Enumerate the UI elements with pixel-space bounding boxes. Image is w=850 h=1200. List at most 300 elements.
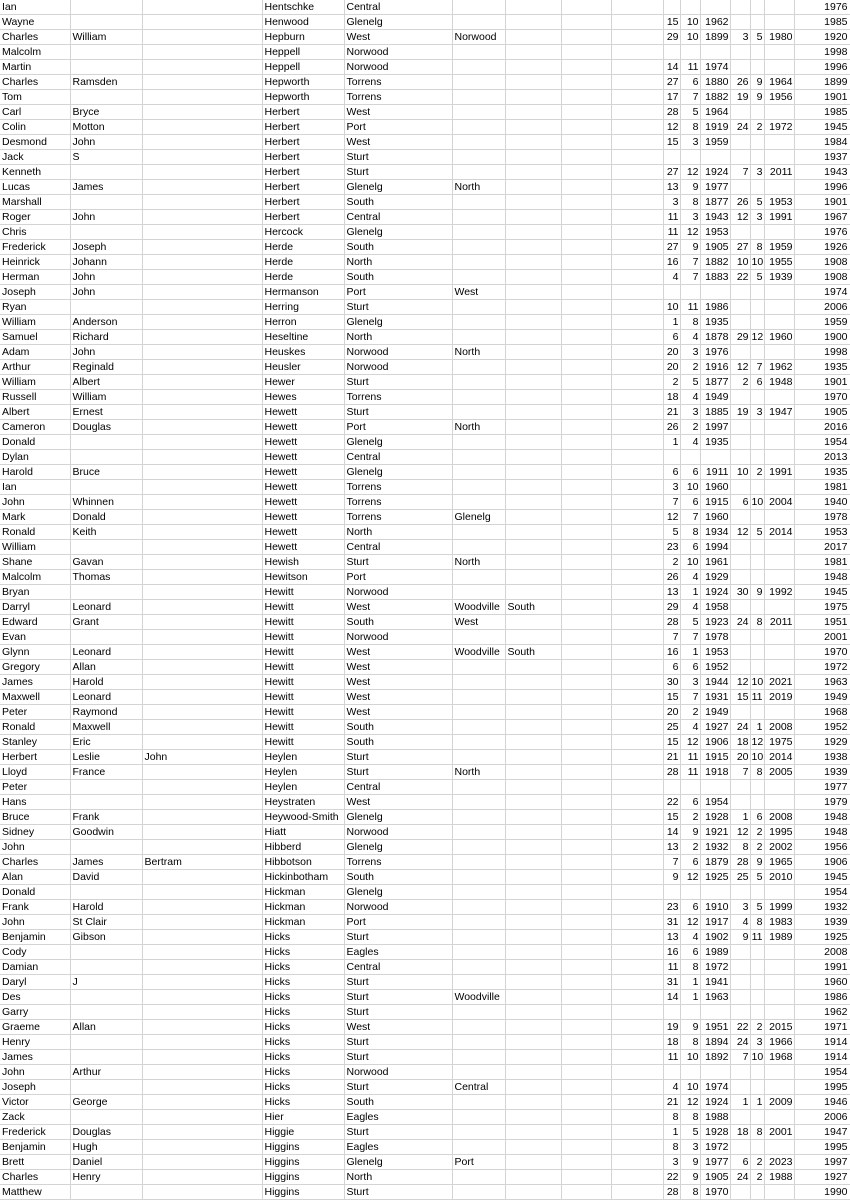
second-name-cell[interactable]: Douglas xyxy=(70,1125,142,1140)
death-year-cell[interactable] xyxy=(764,960,794,975)
extra-cell[interactable] xyxy=(561,1035,611,1050)
death-day-cell[interactable]: 12 xyxy=(730,525,750,540)
surname-cell[interactable]: Herron xyxy=(262,315,344,330)
extra-cell[interactable] xyxy=(561,45,611,60)
death-day-cell[interactable] xyxy=(730,885,750,900)
birth-day-cell[interactable]: 6 xyxy=(663,330,680,345)
birth-year-cell[interactable]: 1894 xyxy=(700,1035,730,1050)
death-day-cell[interactable]: 24 xyxy=(730,120,750,135)
second-name-cell[interactable] xyxy=(70,945,142,960)
birth-year-cell[interactable]: 1952 xyxy=(700,660,730,675)
spacer-cell[interactable] xyxy=(611,690,663,705)
first-name-cell[interactable]: Brett xyxy=(0,1155,70,1170)
death-year-cell[interactable]: 1992 xyxy=(764,585,794,600)
birth-day-cell[interactable]: 26 xyxy=(663,420,680,435)
birth-year-cell[interactable]: 1905 xyxy=(700,1170,730,1185)
second-name-cell[interactable]: Johann xyxy=(70,255,142,270)
third-name-cell[interactable] xyxy=(142,60,262,75)
second-name-cell[interactable]: Donald xyxy=(70,510,142,525)
second-name-cell[interactable]: Richard xyxy=(70,330,142,345)
third-name-cell[interactable] xyxy=(142,435,262,450)
birth-year-cell[interactable]: 1963 xyxy=(700,990,730,1005)
club-3-cell[interactable] xyxy=(505,915,561,930)
death-year-cell[interactable]: 1980 xyxy=(764,30,794,45)
birth-day-cell[interactable]: 14 xyxy=(663,60,680,75)
extra-cell[interactable] xyxy=(561,1125,611,1140)
club-2-cell[interactable] xyxy=(452,480,505,495)
club-1-cell[interactable]: Norwood xyxy=(344,825,452,840)
death-month-cell[interactable] xyxy=(750,990,764,1005)
club-1-cell[interactable]: West xyxy=(344,645,452,660)
birth-year-cell[interactable]: 1988 xyxy=(700,1110,730,1125)
birth-year-cell[interactable]: 1962 xyxy=(700,15,730,30)
debut-year-cell[interactable]: 1925 xyxy=(794,930,850,945)
surname-cell[interactable]: Heuskes xyxy=(262,345,344,360)
death-month-cell[interactable]: 11 xyxy=(751,931,763,943)
death-year-cell[interactable] xyxy=(764,105,794,120)
birth-year-cell[interactable] xyxy=(700,150,730,165)
surname-cell[interactable]: Herbert xyxy=(262,150,344,165)
club-1-cell[interactable]: Norwood xyxy=(344,60,452,75)
third-name-cell[interactable] xyxy=(142,1005,262,1020)
surname-cell[interactable]: Hewer xyxy=(262,375,344,390)
death-month-cell[interactable] xyxy=(750,180,764,195)
surname-cell[interactable]: Hewett xyxy=(262,420,344,435)
debut-year-cell[interactable]: 1940 xyxy=(794,495,850,510)
death-year-cell[interactable]: 2011 xyxy=(764,165,794,180)
first-name-cell[interactable]: Heinrick xyxy=(0,255,70,270)
birth-year-cell[interactable]: 1910 xyxy=(700,900,730,915)
death-day-cell[interactable] xyxy=(730,1110,750,1125)
surname-cell[interactable]: Heylen xyxy=(262,780,344,795)
death-month-cell[interactable] xyxy=(750,780,764,795)
first-name-cell[interactable]: Donald xyxy=(0,435,70,450)
debut-year-cell[interactable]: 1996 xyxy=(794,60,850,75)
spacer-cell[interactable] xyxy=(611,1110,663,1125)
death-year-cell[interactable]: 1972 xyxy=(764,120,794,135)
death-day-cell[interactable] xyxy=(730,660,750,675)
club-2-cell[interactable] xyxy=(452,1095,505,1110)
first-name-cell[interactable]: Kenneth xyxy=(0,165,70,180)
spacer-cell[interactable] xyxy=(611,195,663,210)
death-year-cell[interactable] xyxy=(764,945,794,960)
club-3-cell[interactable] xyxy=(505,360,561,375)
birth-year-cell[interactable]: 1972 xyxy=(700,960,730,975)
birth-month-cell[interactable]: 6 xyxy=(680,660,700,675)
club-3-cell[interactable] xyxy=(505,15,561,30)
extra-cell[interactable] xyxy=(561,330,611,345)
club-3-cell[interactable] xyxy=(505,300,561,315)
club-1-cell[interactable]: Norwood xyxy=(344,585,452,600)
third-name-cell[interactable] xyxy=(142,285,262,300)
death-day-cell[interactable] xyxy=(730,45,750,60)
spacer-cell[interactable] xyxy=(611,1050,663,1065)
extra-cell[interactable] xyxy=(561,795,611,810)
debut-year-cell[interactable]: 2008 xyxy=(794,945,850,960)
birth-month-cell[interactable]: 10 xyxy=(680,1050,700,1065)
spacer-cell[interactable] xyxy=(611,1035,663,1050)
first-name-cell[interactable]: Frank xyxy=(0,900,70,915)
club-1-cell[interactable]: West xyxy=(344,30,452,45)
surname-cell[interactable]: Hewitt xyxy=(262,735,344,750)
first-name-cell[interactable]: Marshall xyxy=(0,195,70,210)
birth-month-cell[interactable]: 8 xyxy=(680,1185,700,1200)
club-1-cell[interactable]: Sturt xyxy=(344,930,452,945)
club-3-cell[interactable] xyxy=(505,525,561,540)
extra-cell[interactable] xyxy=(561,420,611,435)
death-year-cell[interactable] xyxy=(764,1185,794,1200)
spacer-cell[interactable] xyxy=(611,660,663,675)
third-name-cell[interactable] xyxy=(142,105,262,120)
third-name-cell[interactable] xyxy=(142,720,262,735)
second-name-cell[interactable]: Henry xyxy=(70,1170,142,1185)
second-name-cell[interactable]: Bruce xyxy=(70,465,142,480)
death-month-cell[interactable]: 10 xyxy=(751,751,764,763)
death-year-cell[interactable] xyxy=(764,795,794,810)
club-1-cell[interactable]: South xyxy=(344,270,452,285)
spacer-cell[interactable] xyxy=(611,450,663,465)
debut-year-cell[interactable]: 1948 xyxy=(794,810,850,825)
death-month-cell[interactable] xyxy=(750,45,764,60)
club-1-cell[interactable]: West xyxy=(344,600,452,615)
club-3-cell[interactable] xyxy=(505,1080,561,1095)
death-year-cell[interactable]: 2008 xyxy=(764,810,794,825)
death-month-cell[interactable]: 5 xyxy=(750,270,764,285)
extra-cell[interactable] xyxy=(561,540,611,555)
birth-year-cell[interactable] xyxy=(700,0,730,15)
club-3-cell[interactable] xyxy=(505,630,561,645)
club-3-cell[interactable] xyxy=(505,225,561,240)
club-2-cell[interactable] xyxy=(452,150,505,165)
death-day-cell[interactable]: 18 xyxy=(730,735,750,750)
club-3-cell[interactable] xyxy=(505,840,561,855)
extra-cell[interactable] xyxy=(561,735,611,750)
death-year-cell[interactable]: 1955 xyxy=(764,255,794,270)
birth-month-cell[interactable]: 9 xyxy=(680,825,700,840)
club-2-cell[interactable]: North xyxy=(452,765,505,780)
spacer-cell[interactable] xyxy=(611,840,663,855)
death-month-cell[interactable]: 10 xyxy=(751,1051,764,1063)
spacer-cell[interactable] xyxy=(611,765,663,780)
birth-year-cell[interactable]: 1961 xyxy=(700,555,730,570)
death-day-cell[interactable]: 30 xyxy=(730,585,750,600)
birth-year-cell[interactable]: 1970 xyxy=(700,1185,730,1200)
extra-cell[interactable] xyxy=(561,630,611,645)
extra-cell[interactable] xyxy=(561,90,611,105)
spacer-cell[interactable] xyxy=(611,285,663,300)
club-3-cell[interactable] xyxy=(505,960,561,975)
first-name-cell[interactable]: Cody xyxy=(0,945,70,960)
birth-year-cell[interactable]: 1878 xyxy=(700,330,730,345)
spacer-cell[interactable] xyxy=(611,90,663,105)
third-name-cell[interactable] xyxy=(142,915,262,930)
spacer-cell[interactable] xyxy=(611,930,663,945)
birth-month-cell[interactable]: 6 xyxy=(680,540,700,555)
second-name-cell[interactable] xyxy=(70,1035,142,1050)
birth-month-cell[interactable]: 12 xyxy=(680,870,700,885)
club-1-cell[interactable]: Norwood xyxy=(344,900,452,915)
second-name-cell[interactable]: St Clair xyxy=(70,915,142,930)
death-day-cell[interactable]: 24 xyxy=(730,720,750,735)
death-day-cell[interactable]: 27 xyxy=(730,240,750,255)
second-name-cell[interactable] xyxy=(70,840,142,855)
birth-month-cell[interactable]: 3 xyxy=(680,135,700,150)
extra-cell[interactable] xyxy=(561,1185,611,1200)
surname-cell[interactable]: Higgie xyxy=(262,1125,344,1140)
debut-year-cell[interactable]: 1954 xyxy=(794,1065,850,1080)
extra-cell[interactable] xyxy=(561,810,611,825)
third-name-cell[interactable] xyxy=(142,690,262,705)
death-year-cell[interactable]: 1959 xyxy=(764,240,794,255)
death-year-cell[interactable] xyxy=(764,390,794,405)
club-2-cell[interactable] xyxy=(452,1170,505,1185)
first-name-cell[interactable]: Sidney xyxy=(0,825,70,840)
death-day-cell[interactable]: 10 xyxy=(730,465,750,480)
debut-year-cell[interactable]: 1981 xyxy=(794,555,850,570)
third-name-cell[interactable] xyxy=(142,90,262,105)
club-1-cell[interactable]: Sturt xyxy=(344,1125,452,1140)
debut-year-cell[interactable]: 1914 xyxy=(794,1050,850,1065)
death-month-cell[interactable] xyxy=(750,1185,764,1200)
birth-day-cell[interactable]: 8 xyxy=(663,1110,680,1125)
club-3-cell[interactable] xyxy=(505,420,561,435)
club-1-cell[interactable]: Norwood xyxy=(344,630,452,645)
third-name-cell[interactable] xyxy=(142,780,262,795)
birth-day-cell[interactable]: 1 xyxy=(663,315,680,330)
birth-year-cell[interactable] xyxy=(700,45,730,60)
first-name-cell[interactable]: Matthew xyxy=(0,1185,70,1200)
death-year-cell[interactable] xyxy=(764,1065,794,1080)
surname-cell[interactable]: Heseltine xyxy=(262,330,344,345)
surname-cell[interactable]: Herde xyxy=(262,240,344,255)
spacer-cell[interactable] xyxy=(611,255,663,270)
birth-month-cell[interactable]: 11 xyxy=(680,765,700,780)
third-name-cell[interactable] xyxy=(142,1110,262,1125)
debut-year-cell[interactable]: 1971 xyxy=(794,1020,850,1035)
first-name-cell[interactable]: Donald xyxy=(0,885,70,900)
birth-month-cell[interactable]: 10 xyxy=(680,15,700,30)
club-3-cell[interactable] xyxy=(505,315,561,330)
debut-year-cell[interactable]: 1932 xyxy=(794,900,850,915)
club-2-cell[interactable] xyxy=(452,1065,505,1080)
debut-year-cell[interactable]: 1945 xyxy=(794,585,850,600)
club-1-cell[interactable]: Sturt xyxy=(344,765,452,780)
debut-year-cell[interactable]: 1920 xyxy=(794,30,850,45)
spacer-cell[interactable] xyxy=(611,240,663,255)
birth-day-cell[interactable]: 2 xyxy=(663,375,680,390)
debut-year-cell[interactable]: 2017 xyxy=(794,540,850,555)
club-2-cell[interactable] xyxy=(452,15,505,30)
club-2-cell[interactable] xyxy=(452,900,505,915)
death-day-cell[interactable] xyxy=(730,630,750,645)
spacer-cell[interactable] xyxy=(611,795,663,810)
second-name-cell[interactable]: Anderson xyxy=(70,315,142,330)
death-day-cell[interactable]: 26 xyxy=(730,75,750,90)
second-name-cell[interactable]: James xyxy=(70,180,142,195)
surname-cell[interactable]: Heppell xyxy=(262,45,344,60)
birth-year-cell[interactable]: 1943 xyxy=(700,210,730,225)
birth-month-cell[interactable]: 5 xyxy=(680,615,700,630)
third-name-cell[interactable] xyxy=(142,960,262,975)
birth-day-cell[interactable]: 8 xyxy=(663,1140,680,1155)
birth-month-cell[interactable]: 8 xyxy=(680,1035,700,1050)
birth-month-cell[interactable]: 8 xyxy=(680,120,700,135)
club-1-cell[interactable]: Sturt xyxy=(344,555,452,570)
extra-cell[interactable] xyxy=(561,1005,611,1020)
second-name-cell[interactable] xyxy=(70,795,142,810)
club-1-cell[interactable]: Glenelg xyxy=(344,435,452,450)
death-day-cell[interactable]: 20 xyxy=(730,750,750,765)
birth-month-cell[interactable]: 12 xyxy=(680,165,700,180)
surname-cell[interactable]: Hicks xyxy=(262,975,344,990)
death-year-cell[interactable] xyxy=(764,180,794,195)
third-name-cell[interactable] xyxy=(142,480,262,495)
debut-year-cell[interactable]: 1937 xyxy=(794,150,850,165)
death-year-cell[interactable] xyxy=(764,480,794,495)
first-name-cell[interactable]: William xyxy=(0,315,70,330)
extra-cell[interactable] xyxy=(561,615,611,630)
extra-cell[interactable] xyxy=(561,450,611,465)
second-name-cell[interactable] xyxy=(70,435,142,450)
extra-cell[interactable] xyxy=(561,105,611,120)
birth-day-cell[interactable]: 7 xyxy=(663,630,680,645)
birth-month-cell[interactable]: 3 xyxy=(680,1140,700,1155)
extra-cell[interactable] xyxy=(561,525,611,540)
birth-year-cell[interactable]: 1934 xyxy=(700,525,730,540)
extra-cell[interactable] xyxy=(561,705,611,720)
death-year-cell[interactable]: 1983 xyxy=(764,915,794,930)
club-1-cell[interactable]: North xyxy=(344,255,452,270)
club-1-cell[interactable]: Glenelg xyxy=(344,1155,452,1170)
second-name-cell[interactable] xyxy=(70,450,142,465)
first-name-cell[interactable]: John xyxy=(0,915,70,930)
death-month-cell[interactable] xyxy=(750,1005,764,1020)
first-name-cell[interactable]: John xyxy=(0,495,70,510)
death-month-cell[interactable]: 6 xyxy=(750,810,764,825)
club-3-cell[interactable] xyxy=(505,1050,561,1065)
birth-month-cell[interactable]: 6 xyxy=(680,900,700,915)
birth-month-cell[interactable]: 3 xyxy=(680,405,700,420)
death-month-cell[interactable]: 5 xyxy=(750,900,764,915)
birth-month-cell[interactable]: 6 xyxy=(680,75,700,90)
death-month-cell[interactable] xyxy=(750,555,764,570)
birth-month-cell[interactable]: 1 xyxy=(680,975,700,990)
birth-year-cell[interactable]: 1916 xyxy=(700,360,730,375)
death-year-cell[interactable]: 1964 xyxy=(764,75,794,90)
club-2-cell[interactable] xyxy=(452,855,505,870)
birth-day-cell[interactable] xyxy=(663,780,680,795)
birth-year-cell[interactable]: 1949 xyxy=(700,705,730,720)
club-2-cell[interactable] xyxy=(452,675,505,690)
death-month-cell[interactable] xyxy=(750,630,764,645)
first-name-cell[interactable]: Joseph xyxy=(0,1080,70,1095)
death-day-cell[interactable] xyxy=(730,0,750,15)
spacer-cell[interactable] xyxy=(611,540,663,555)
club-2-cell[interactable] xyxy=(452,105,505,120)
debut-year-cell[interactable]: 1996 xyxy=(794,180,850,195)
third-name-cell[interactable] xyxy=(142,825,262,840)
first-name-cell[interactable]: Russell xyxy=(0,390,70,405)
death-year-cell[interactable]: 1962 xyxy=(764,360,794,375)
spacer-cell[interactable] xyxy=(611,105,663,120)
debut-year-cell[interactable]: 1929 xyxy=(794,735,850,750)
first-name-cell[interactable]: Mark xyxy=(0,510,70,525)
first-name-cell[interactable]: Albert xyxy=(0,405,70,420)
spacer-cell[interactable] xyxy=(611,780,663,795)
debut-year-cell[interactable]: 1926 xyxy=(794,240,850,255)
second-name-cell[interactable]: Leslie xyxy=(70,750,142,765)
birth-year-cell[interactable]: 1978 xyxy=(700,630,730,645)
third-name-cell[interactable] xyxy=(142,900,262,915)
birth-year-cell[interactable]: 1935 xyxy=(700,435,730,450)
death-year-cell[interactable] xyxy=(764,555,794,570)
club-2-cell[interactable] xyxy=(452,225,505,240)
surname-cell[interactable]: Heystraten xyxy=(262,795,344,810)
death-day-cell[interactable]: 9 xyxy=(730,930,750,945)
birth-month-cell[interactable]: 12 xyxy=(680,225,700,240)
death-month-cell[interactable]: 10 xyxy=(751,676,764,688)
first-name-cell[interactable]: John xyxy=(0,840,70,855)
club-2-cell[interactable] xyxy=(452,390,505,405)
birth-day-cell[interactable]: 12 xyxy=(663,510,680,525)
club-3-cell[interactable] xyxy=(505,765,561,780)
death-day-cell[interactable] xyxy=(730,555,750,570)
birth-year-cell[interactable]: 1892 xyxy=(700,1050,730,1065)
club-2-cell[interactable] xyxy=(452,1185,505,1200)
debut-year-cell[interactable]: 1908 xyxy=(794,255,850,270)
first-name-cell[interactable]: Ronald xyxy=(0,720,70,735)
birth-year-cell[interactable]: 1924 xyxy=(700,165,730,180)
club-1-cell[interactable]: West xyxy=(344,705,452,720)
third-name-cell[interactable] xyxy=(142,405,262,420)
birth-year-cell[interactable]: 1919 xyxy=(700,120,730,135)
spacer-cell[interactable] xyxy=(611,630,663,645)
debut-year-cell[interactable]: 1947 xyxy=(794,1125,850,1140)
birth-month-cell[interactable] xyxy=(680,450,700,465)
first-name-cell[interactable]: Charles xyxy=(0,855,70,870)
surname-cell[interactable]: Hercock xyxy=(262,225,344,240)
birth-year-cell[interactable]: 1877 xyxy=(700,375,730,390)
birth-day-cell[interactable] xyxy=(663,150,680,165)
surname-cell[interactable]: Hermanson xyxy=(262,285,344,300)
first-name-cell[interactable]: Garry xyxy=(0,1005,70,1020)
second-name-cell[interactable] xyxy=(70,630,142,645)
second-name-cell[interactable]: John xyxy=(70,285,142,300)
second-name-cell[interactable] xyxy=(70,15,142,30)
spacer-cell[interactable] xyxy=(611,270,663,285)
surname-cell[interactable]: Hicks xyxy=(262,1005,344,1020)
club-1-cell[interactable]: Glenelg xyxy=(344,315,452,330)
club-2-cell[interactable] xyxy=(452,780,505,795)
extra-cell[interactable] xyxy=(561,960,611,975)
birth-year-cell[interactable]: 1960 xyxy=(700,510,730,525)
extra-cell[interactable] xyxy=(561,510,611,525)
spacer-cell[interactable] xyxy=(611,960,663,975)
surname-cell[interactable]: Hewett xyxy=(262,405,344,420)
death-day-cell[interactable]: 19 xyxy=(730,405,750,420)
first-name-cell[interactable]: Ian xyxy=(0,480,70,495)
birth-day-cell[interactable]: 13 xyxy=(663,180,680,195)
debut-year-cell[interactable]: 1981 xyxy=(794,480,850,495)
death-day-cell[interactable] xyxy=(730,1065,750,1080)
birth-day-cell[interactable]: 3 xyxy=(663,195,680,210)
first-name-cell[interactable]: Tom xyxy=(0,90,70,105)
first-name-cell[interactable]: Frederick xyxy=(0,240,70,255)
surname-cell[interactable]: Heylen xyxy=(262,750,344,765)
extra-cell[interactable] xyxy=(561,825,611,840)
birth-day-cell[interactable]: 15 xyxy=(663,135,680,150)
club-2-cell[interactable] xyxy=(452,1005,505,1020)
